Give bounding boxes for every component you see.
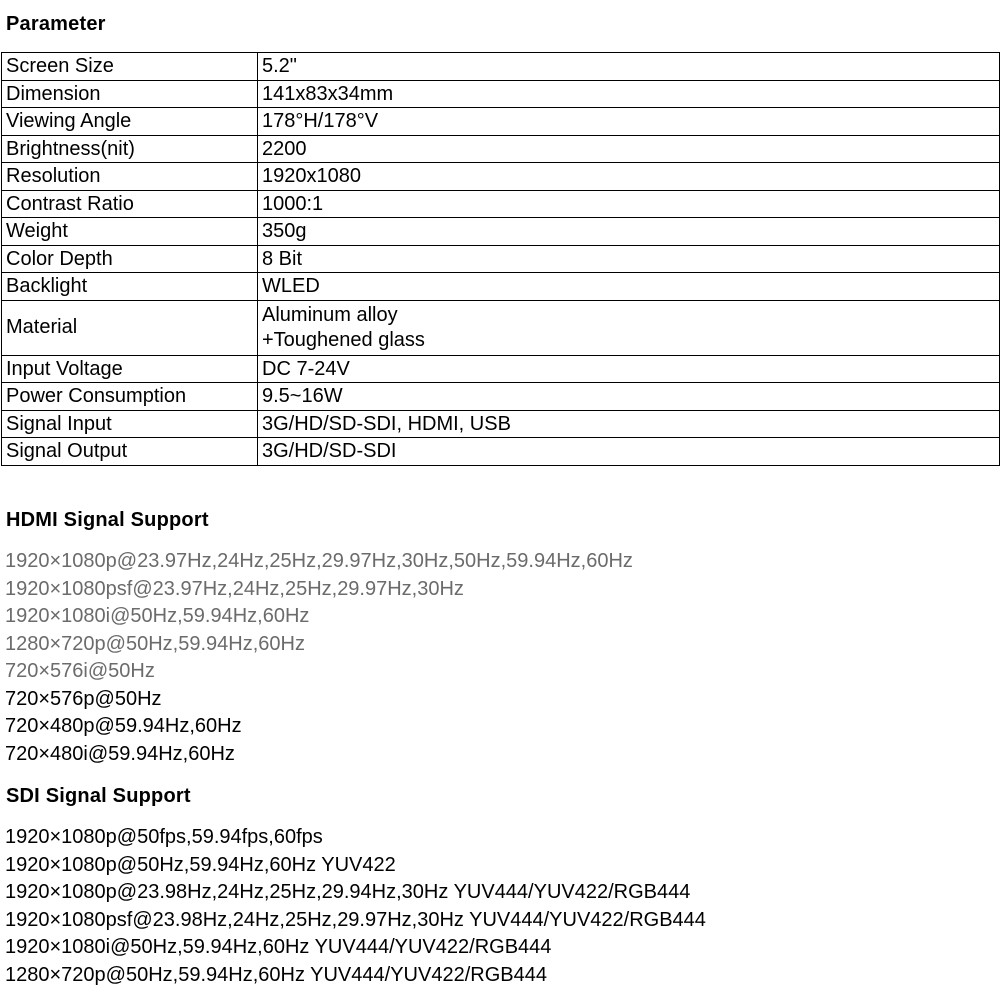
param-label: Backlight: [2, 273, 258, 301]
param-label: Dimension: [2, 80, 258, 108]
list-item: 1920×1080psf@23.97Hz,24Hz,25Hz,29.97Hz,30Hz: [5, 577, 464, 600]
param-value: 3G/HD/SD-SDI: [258, 438, 1000, 466]
table-row: [2, 218, 1000, 246]
hdmi-signal-list: [5, 548, 633, 768]
param-value-line: +Toughened glass: [262, 328, 425, 351]
list-item: 720×480i@59.94Hz,60Hz: [5, 742, 235, 765]
list-item: 1280×720p@50Hz,59.94Hz,60Hz: [5, 632, 305, 655]
param-label: Material: [2, 300, 258, 355]
param-value: 3G/HD/SD-SDI, HDMI, USB: [258, 410, 1000, 438]
param-label: Screen Size: [2, 53, 258, 81]
param-label: Input Voltage: [2, 355, 258, 383]
table-row: [2, 163, 1000, 191]
table-row: [2, 245, 1000, 273]
param-value: 1000:1: [258, 190, 1000, 218]
table-row: [2, 273, 1000, 301]
list-item: 720×576p@50Hz: [5, 687, 162, 710]
sdi-signal-list: [5, 824, 706, 989]
param-label: Color Depth: [2, 245, 258, 273]
parameter-heading: Parameter: [6, 13, 106, 35]
param-value: 9.5~16W: [258, 383, 1000, 411]
param-label: Resolution: [2, 163, 258, 191]
sdi-heading: SDI Signal Support: [6, 785, 191, 807]
param-label: Viewing Angle: [2, 108, 258, 136]
table-row: [2, 53, 1000, 81]
table-row: [2, 355, 1000, 383]
list-item: 1920×1080i@50Hz,59.94Hz,60Hz: [5, 605, 310, 627]
list-item: 1920×1080p@50fps,59.94fps,60fps: [5, 826, 323, 848]
param-value: 350g: [258, 218, 1000, 246]
param-value: 178°H/178°V: [258, 108, 1000, 136]
param-value: 2200: [258, 135, 1000, 163]
param-value: 1920x1080: [258, 163, 1000, 191]
list-item: 1920×1080p@23.98Hz,24Hz,25Hz,29.94Hz,30Hz YUV444/YUV422/RGB444: [5, 881, 691, 903]
param-label: Signal Input: [2, 410, 258, 438]
param-value: WLED: [258, 273, 1000, 301]
table-row: [2, 438, 1000, 466]
list-item: 1920×1080p@50Hz,59.94Hz,60Hz YUV422: [5, 853, 396, 876]
param-label: Contrast Ratio: [2, 190, 258, 218]
table-row: [2, 190, 1000, 218]
param-label: Power Consumption: [2, 383, 258, 411]
list-item: 720×480p@59.94Hz,60Hz: [5, 715, 242, 737]
param-label: Brightness(nit): [2, 135, 258, 163]
param-value: 141x83x34mm: [258, 80, 1000, 108]
param-value: 8 Bit: [258, 245, 1000, 273]
table-row: [2, 108, 1000, 136]
parameter-table: [1, 52, 1000, 466]
list-item: 1920×1080i@50Hz,59.94Hz,60Hz YUV444/YUV422/RGB444: [5, 936, 552, 958]
param-value: DC 7-24V: [258, 355, 1000, 383]
table-row: [2, 383, 1000, 411]
table-row: [2, 300, 1000, 355]
list-item: 720×576i@50Hz: [5, 660, 155, 682]
table-row: [2, 410, 1000, 438]
param-value: [258, 300, 1000, 355]
param-label: Weight: [2, 218, 258, 246]
param-value: 5.2": [258, 53, 1000, 81]
table-row: [2, 80, 1000, 108]
param-value-line: Aluminum alloy: [262, 303, 398, 326]
table-row: [2, 135, 1000, 163]
list-item: 1920×1080p@23.97Hz,24Hz,25Hz,29.97Hz,30Hz,50Hz,59.94Hz,60Hz: [5, 550, 633, 572]
hdmi-heading: HDMI Signal Support: [6, 509, 209, 531]
param-label: Signal Output: [2, 438, 258, 466]
list-item: 1920×1080psf@23.98Hz,24Hz,25Hz,29.97Hz,30Hz YUV444/YUV422/RGB444: [5, 908, 706, 931]
list-item: 1280×720p@50Hz,59.94Hz,60Hz YUV444/YUV422/RGB444: [5, 963, 547, 986]
